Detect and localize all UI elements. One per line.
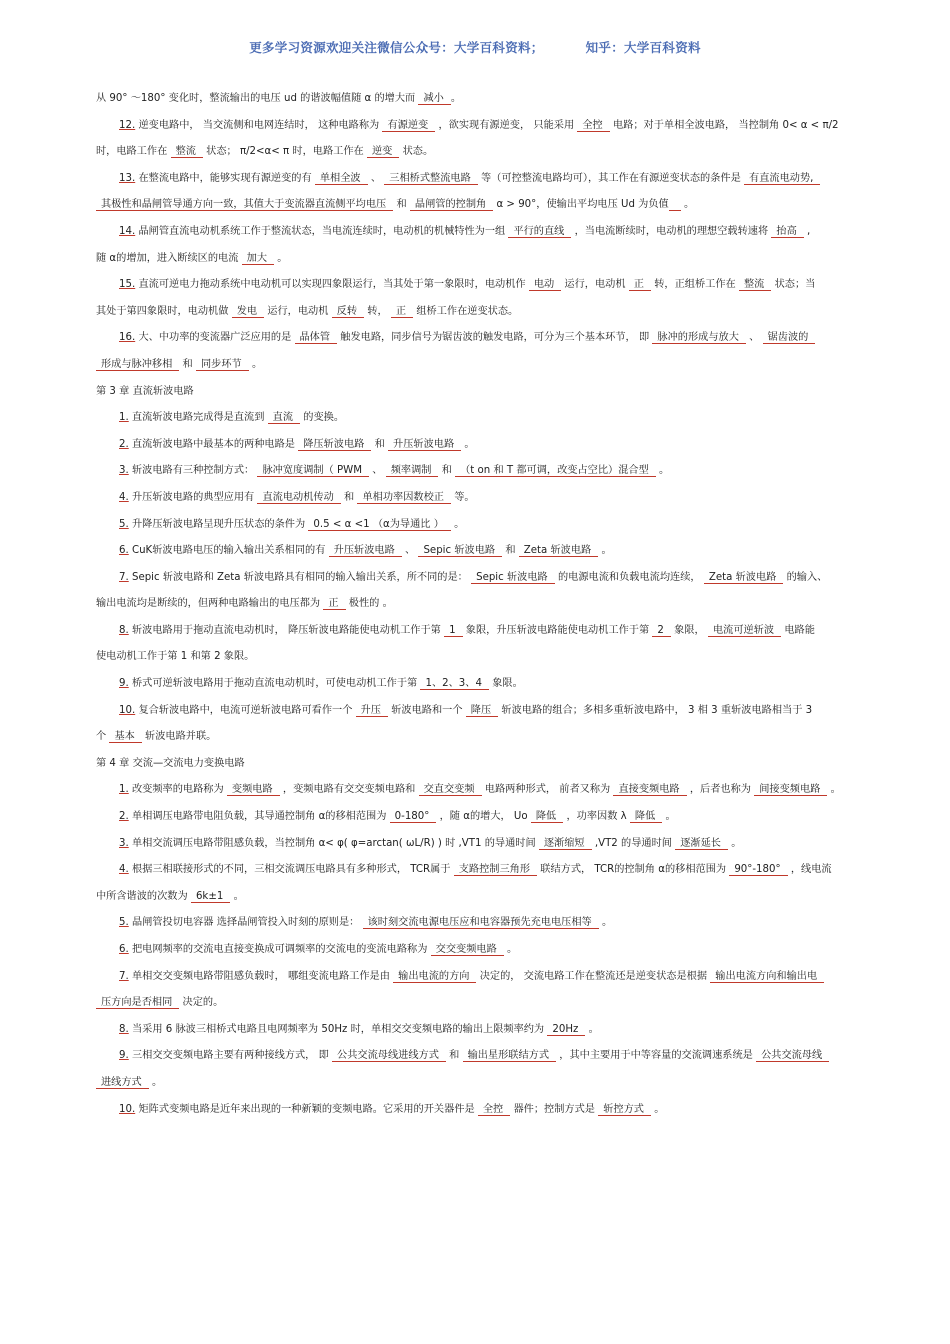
- answer-blank: 降压: [466, 705, 498, 717]
- line-text: 和: [371, 438, 389, 450]
- line-text: 和: [340, 491, 358, 503]
- answer-blank: 逐渐缩短: [539, 838, 592, 850]
- line-text: 、: [367, 172, 385, 184]
- question-number: 3.: [119, 837, 129, 849]
- line-text: 象限，: [670, 624, 708, 636]
- question-number: 2.: [119, 811, 129, 823]
- text-line: [96, 724, 902, 751]
- answer-blank: 三相桥式整流电路: [384, 173, 478, 185]
- line-text: 。: [655, 465, 670, 477]
- answer-blank: 脉冲宽度调制（ PWM: [257, 465, 369, 477]
- line-text: 。: [827, 784, 841, 796]
- text-line: [96, 884, 902, 911]
- question-number: 6.: [119, 944, 129, 955]
- line-text: 使电动机工作于第 1 和第 2 象限。: [96, 651, 255, 663]
- header-wechat-text: 更多学习资源欢迎关注微信公众号：大学百科资料；: [249, 40, 544, 55]
- text-line: [96, 86, 902, 113]
- text-line: [96, 192, 902, 219]
- answer-blank: 逆变: [367, 146, 399, 158]
- answer-blank: 全控: [478, 1104, 510, 1116]
- line-text: 复合斩波电路中，电流可逆斩波电路可看作一个: [135, 704, 356, 716]
- answer-blank: 输出电流方向和输出电: [710, 971, 824, 983]
- question-number: 8.: [119, 1023, 129, 1035]
- line-text: 转，: [364, 305, 391, 317]
- line-text: Sepic 斩波电路和 Zeta 斩波电路具有相同的输入输出关系，所不同的是：: [128, 571, 472, 583]
- answer-blank: 交直交变频: [419, 784, 482, 796]
- line-text: 和: [445, 1050, 463, 1062]
- line-text: 斩波电路用于拖动直流电动机时， 降压斩波电路能使电动机工作于第: [128, 624, 445, 636]
- line-text: 的电源电流和负载电流均连续，: [554, 571, 704, 583]
- answer-blank: 其极性和晶闸管导通方向一致，其值大于变流器直流侧平均电压: [96, 199, 393, 211]
- question-number: 14.: [119, 225, 136, 237]
- line-text: 当采用 6 脉波三相桥式电路且电网频率为 50Hz 时，单相交交变频电路的输出上限频率约为: [128, 1023, 548, 1035]
- question-number: 8.: [119, 624, 129, 636]
- text-line: [96, 804, 902, 831]
- line-text: 和: [502, 545, 519, 557]
- text-line: [96, 591, 902, 618]
- answer-blank: 加大: [242, 253, 274, 265]
- question-number: 9.: [119, 1050, 129, 1062]
- text-line: [96, 405, 902, 432]
- answer-blank: 整流: [739, 279, 771, 291]
- line-text: 决定的， 交流电路工作在整流还是逆变状态是根据: [476, 970, 711, 982]
- question-number: 4.: [119, 864, 129, 876]
- answer-blank: 降低: [630, 811, 662, 823]
- answer-blank: 压方向是否相同: [96, 997, 179, 1009]
- line-text: 晶闸管投切电容器 选择晶闸管投入时刻的原则是：: [128, 917, 363, 929]
- answer-blank: 变频电路: [227, 784, 280, 796]
- line-text: ，当电流断续时，电动机的理想空载转速将: [571, 225, 772, 237]
- question-number: 5.: [119, 518, 129, 530]
- answer-blank: 减小: [418, 93, 450, 105]
- line-text: α > 90°，使输出平均电压 Ud 为负值: [493, 199, 669, 211]
- line-text: 。: [598, 917, 613, 929]
- answer-blank: 支路控制三角形: [454, 864, 537, 876]
- line-text: ，其中主要用于中等容量的交流调速系统是: [556, 1050, 757, 1062]
- answer-blank: 0-180°: [390, 811, 437, 823]
- line-text: 。: [727, 837, 742, 849]
- line-text: 。: [148, 1076, 163, 1088]
- line-text: 极性的 。: [345, 598, 393, 610]
- answer-blank: 升压斩波电路: [329, 545, 402, 557]
- line-text: 改变频率的电路称为: [128, 784, 227, 796]
- line-text: 斩波电路有三种控制方式：: [128, 465, 258, 477]
- line-text: ud: [284, 93, 297, 104]
- line-text: 。: [662, 811, 676, 823]
- line-text: 根据三相联接形式的不同，三相交流调压电路具有多种形式， TCR属于: [128, 864, 454, 876]
- text-line: [96, 458, 902, 485]
- question-number: 7.: [119, 571, 129, 583]
- question-number: 6.: [119, 545, 129, 557]
- line-text: 把电网频率的交流电直接变换成可调频率的交流电的变流电路称为: [128, 944, 431, 955]
- answer-blank: 公共交流母线进线方式: [332, 1050, 446, 1062]
- line-text: ，变频电路有交交变频电路和: [279, 784, 419, 796]
- line-text: 。: [585, 1023, 599, 1035]
- answer-blank: 整流: [171, 146, 203, 158]
- text-line: [96, 618, 902, 645]
- question-number: 1.: [119, 784, 129, 796]
- line-text: 触发电路，同步信号为锯齿波的触发电路，可分为三个基本环节， 即: [337, 332, 653, 344]
- answer-blank: 进线方式: [96, 1077, 149, 1089]
- line-text: 单相交交变频电路带阻感负载时， 哪组变流电路工作是由: [128, 970, 394, 982]
- answer-blank: 直流: [268, 412, 300, 424]
- answer-blank: （t on 和 T 都可调，改变占空比）混合型: [455, 465, 656, 477]
- line-text: 、: [369, 465, 386, 477]
- answer-blank: 正: [391, 306, 413, 318]
- line-text: ，功率因数 λ: [563, 811, 630, 823]
- answer-blank: 0.5 < α <1 （α为导通比 ）: [308, 519, 451, 531]
- line-text: 器件；控制方式是: [510, 1103, 599, 1115]
- text-line: [96, 1017, 902, 1044]
- answer-blank: 有直流电动势,: [744, 173, 820, 185]
- page-header: [0, 38, 950, 56]
- line-text: 和: [438, 465, 456, 477]
- text-line: [96, 937, 902, 964]
- line-text: ,: [803, 225, 811, 237]
- answer-blank: 逐渐延长: [675, 838, 728, 850]
- text-line: [96, 512, 902, 539]
- line-text: 三相交交变频电路主要有两种接线方式， 即: [128, 1050, 333, 1062]
- text-line: [96, 432, 902, 459]
- text-line: [96, 246, 902, 273]
- answer-blank: 平行的直线: [508, 226, 571, 238]
- answer-blank: 反转: [332, 306, 364, 318]
- text-line: [96, 964, 902, 991]
- line-text: 晶闸管直流电动机系统工作于整流状态，当电流连续时，电动机的机械特性为一组: [135, 225, 509, 237]
- line-text: 的输入、: [783, 571, 828, 583]
- answer-blank: 输出电流的方向: [393, 971, 476, 983]
- line-text: 电路能: [781, 624, 815, 636]
- text-line: [96, 113, 902, 140]
- line-text: 的谐波幅值随 α 的增大而: [296, 93, 419, 104]
- line-text: 组桥工作在逆变状态。: [413, 305, 519, 317]
- line-text: 升压斩波电路的典型应用有: [128, 491, 258, 503]
- text-line: [96, 990, 902, 1017]
- line-text: 、: [401, 545, 419, 557]
- question-number: 4.: [119, 491, 129, 503]
- text-line: [96, 352, 902, 379]
- question-number: 10.: [119, 1103, 136, 1115]
- line-text: 个: [96, 731, 110, 743]
- document-body: [96, 86, 902, 1123]
- line-text: 转，正组桥工作在: [650, 279, 739, 291]
- question-number: 1.: [119, 412, 129, 424]
- line-text: 逆变电路中， 当交流侧和电网连结时， 这种电路称为: [135, 119, 383, 131]
- line-text: 单相交流调压电路带阻感负载，当控制角 α< φ( φ=arctan( ωL/R) ) 时 ,VT1 的导通时间: [128, 837, 539, 849]
- question-number: 7.: [119, 970, 129, 982]
- answer-blank: 斩控方式: [598, 1104, 651, 1116]
- answer-blank: 直流电动机传动: [257, 492, 340, 504]
- text-line: [96, 1043, 902, 1070]
- answer-blank: 6k±1: [191, 891, 230, 903]
- line-text: 第 3 章 直流斩波电路: [96, 385, 194, 397]
- line-text: 中所含谐波的次数为: [96, 890, 191, 902]
- answer-blank: 锯齿波的: [763, 332, 816, 344]
- header-zhihu-text: 知乎：大学百科资料: [585, 40, 701, 55]
- answer-blank: 频率调制: [386, 465, 439, 477]
- line-text: 和: [179, 358, 196, 370]
- answer-blank: 晶闸管的控制角: [410, 199, 493, 211]
- answer-blank: 有源逆变: [382, 120, 435, 132]
- answer-blank: 90°-180°: [729, 864, 787, 876]
- text-line: [96, 1097, 902, 1124]
- text-line: [96, 671, 902, 698]
- line-text: 升降压斩波电路呈现升压状态的条件为: [128, 518, 309, 530]
- line-text: 。: [650, 1103, 665, 1115]
- line-text: 等。: [450, 491, 475, 503]
- line-text: 随 α的增加，进入断续区的电流: [96, 252, 242, 264]
- line-text: 象限。: [488, 678, 523, 690]
- answer-blank: 20Hz: [547, 1024, 585, 1036]
- text-line: [96, 538, 902, 565]
- line-text: CuK斩波电路电压的输入输出关系相同的有: [128, 545, 329, 557]
- text-line: [96, 485, 902, 512]
- question-number: 12.: [119, 119, 136, 131]
- question-number: 5.: [119, 917, 129, 929]
- text-line: [96, 219, 902, 246]
- answer-blank: 正: [323, 598, 345, 610]
- answer-blank: 直接变频电路: [613, 784, 686, 796]
- line-text: 等（可控整流电路均可），其工作在有源逆变状态的条件是: [477, 172, 745, 184]
- answer-blank: 基本: [109, 731, 141, 743]
- line-text: ，线电流: [787, 864, 832, 876]
- text-line: [96, 1070, 902, 1097]
- answer-blank: Zeta 斩波电路: [519, 545, 598, 557]
- line-text: 输出电流均是断续的，但两种电路输出的电压都为: [96, 598, 324, 610]
- question-number: 15.: [119, 279, 136, 291]
- question-number: 10.: [119, 704, 136, 716]
- answer-blank: 降低: [531, 811, 563, 823]
- line-text: 第 4 章 交流—交流电力变换电路: [96, 757, 245, 769]
- line-text: 斩波电路并联。: [141, 731, 217, 743]
- answer-blank: 2: [652, 625, 670, 637]
- line-text: 和: [393, 199, 410, 211]
- line-text: 。: [248, 358, 263, 370]
- text-line: [96, 644, 902, 671]
- line-text: 决定的。: [179, 997, 224, 1009]
- line-text: 电路；对于单相全波电路， 当控制角 0< α < π/2: [609, 119, 839, 131]
- line-text: 。: [598, 545, 612, 557]
- line-text: 状态； π/2<α< π 时，电路工作在: [202, 146, 367, 158]
- text-line: [96, 831, 902, 858]
- text-line: [96, 272, 902, 299]
- line-text: 从 90° ～180° 变化时，整流输出的电压: [96, 93, 284, 104]
- line-text: 直流可逆电力拖动系统中电动机可以实现四象限运行，当其处于第一象限时，电动机作: [135, 279, 529, 291]
- chapter-heading: [96, 379, 902, 406]
- answer-blank: 升压: [356, 705, 388, 717]
- answer-blank: 交交变频电路: [431, 944, 504, 956]
- question-number: 13.: [119, 172, 136, 184]
- answer-blank: 电流可逆斩波: [708, 625, 781, 637]
- answer-blank: 脉冲的形成与放大: [652, 332, 746, 344]
- text-line: [96, 910, 902, 937]
- question-number: 16.: [119, 332, 136, 344]
- answer-blank: 形成与脉冲移相: [96, 359, 179, 371]
- answer-blank: 单相全波: [315, 173, 368, 185]
- line-text: 。: [461, 438, 475, 450]
- line-text: 在整流电路中，能够实现有源逆变的有: [135, 172, 315, 184]
- line-text: 斩波电路和一个: [388, 704, 466, 716]
- text-line: [96, 565, 902, 592]
- answer-blank: 同步环节: [196, 359, 249, 371]
- answer-blank: 晶体管: [295, 332, 338, 344]
- answer-blank: 1: [444, 625, 462, 637]
- line-text: ，后者也称为: [686, 784, 755, 796]
- text-line: [96, 299, 902, 326]
- question-number: 2.: [119, 438, 129, 450]
- text-line: [96, 325, 902, 352]
- text-line: [96, 166, 902, 193]
- chapter-heading: [96, 751, 902, 778]
- answer-blank: 间接变频电路: [754, 784, 827, 796]
- answer-blank: 公共交流母线: [756, 1050, 829, 1062]
- line-text: 、: [745, 332, 763, 344]
- line-text: 联结方式， TCR的控制角 α的移相范围为: [537, 864, 730, 876]
- answer-blank: 全控: [577, 120, 609, 132]
- answer-blank: 发电: [232, 306, 264, 318]
- line-text: 。: [450, 518, 465, 530]
- line-text: 电路两种形式， 前者又称为: [481, 784, 614, 796]
- line-text: 直流斩波电路中最基本的两种电路是: [128, 438, 299, 450]
- answer-blank: 降压斩波电路: [298, 439, 371, 451]
- line-text: ,VT2 的导通时间: [591, 837, 676, 849]
- question-number: 9.: [119, 678, 129, 690]
- answer-blank: 单相功率因数校正: [357, 492, 451, 504]
- line-text: 单相调压电路带电阻负载，其导通控制角 α的移相范围为: [128, 811, 390, 823]
- line-text: 象限，升压斩波电路能使电动机工作于第: [462, 624, 653, 636]
- line-text: 桥式可逆斩波电路用于拖动直流电动机时，可使电动机工作于第: [128, 678, 421, 690]
- answer-blank: Sepic 斩波电路: [471, 572, 555, 584]
- line-text: 。: [450, 93, 462, 104]
- answer-blank: 抬高: [771, 226, 803, 238]
- line-text: 其处于第四象限时，电动机做: [96, 305, 232, 317]
- answer-blank: 升压斩波电路: [388, 439, 461, 451]
- answer-blank: 该时刻交流电源电压应和电容器预先充电电压相等: [363, 917, 599, 929]
- text-line: [96, 139, 902, 166]
- line-text: 大、中功率的变流器广泛应用的是: [135, 332, 295, 344]
- line-text: 运行，电动机: [264, 305, 332, 317]
- line-text: ，随 α的增大， Uo: [436, 811, 531, 823]
- line-text: 状态。: [399, 146, 434, 158]
- answer-blank: Sepic 斩波电路: [418, 545, 502, 557]
- line-text: 的变换。: [300, 412, 345, 424]
- line-text: 斩波电路的组合；多相多重斩波电路中， 3 相 3 重斩波电路相当于 3: [498, 704, 813, 716]
- line-text: 。: [503, 944, 518, 955]
- text-line: [96, 698, 902, 725]
- question-number: 3.: [119, 465, 129, 477]
- line-text: 。: [680, 199, 695, 211]
- answer-blank: 正: [629, 279, 651, 291]
- answer-blank: 输出星形联结方式: [463, 1050, 557, 1062]
- text-line: [96, 777, 902, 804]
- answer-blank: [669, 199, 681, 211]
- answer-blank: 电动: [529, 279, 561, 291]
- answer-blank: Zeta 斩波电路: [704, 572, 783, 584]
- line-text: 矩阵式变频电路是近年来出现的一种新颖的变频电路。它采用的开关器件是: [135, 1103, 478, 1115]
- answer-blank: 1、2、3、4: [420, 678, 489, 690]
- line-text: 时，电路工作在: [96, 146, 171, 158]
- line-text: ，欲实现有源逆变， 只能采用: [435, 119, 578, 131]
- line-text: 状态；当: [771, 279, 816, 291]
- line-text: 运行，电动机: [561, 279, 629, 291]
- text-line: [96, 857, 902, 884]
- line-text: 。: [230, 890, 244, 902]
- line-text: 直流斩波电路完成得是直流到: [128, 412, 268, 424]
- line-text: 。: [274, 252, 288, 264]
